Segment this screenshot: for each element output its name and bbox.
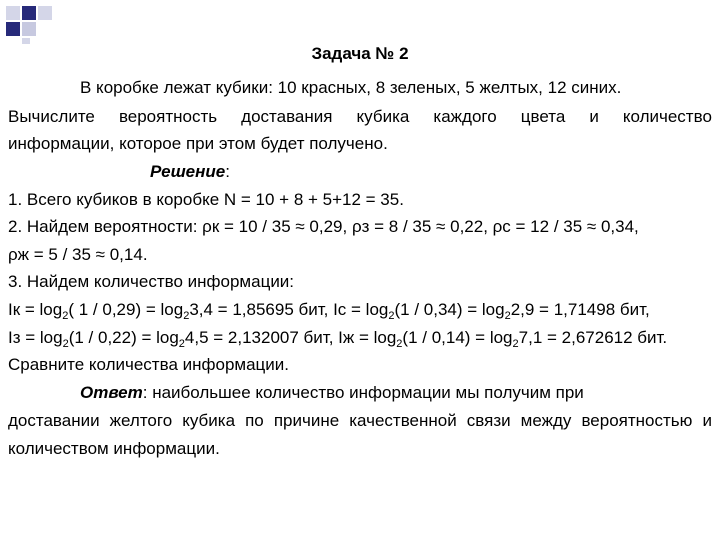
task-condition: В коробке лежат кубики: 10 красных, 8 зеленых, 5 желтых, 12 синих. <box>80 78 622 97</box>
formula-text: 3,4 = 1,85695 бит, Iс = log <box>189 300 389 319</box>
log-base: 2 <box>396 338 403 350</box>
formula-text: (1 / 0,22) = log <box>68 328 179 347</box>
deco-square <box>22 22 36 36</box>
step-1: 1. Всего кубиков в коробке N = 10 + 8 + 5+12 = 35. <box>8 190 404 209</box>
formula-text: 4,5 = 2,132007 бит, Iж = log <box>184 328 397 347</box>
deco-square <box>38 6 52 20</box>
word: доставания <box>241 107 333 126</box>
log-base: 2 <box>62 310 69 322</box>
word: и <box>589 107 599 126</box>
log-base: 2 <box>183 310 190 322</box>
word: желтого <box>109 411 173 430</box>
corner-decoration <box>0 0 60 44</box>
word: кубика <box>356 107 410 126</box>
log-base: 2 <box>512 338 519 350</box>
word: связи <box>466 411 511 430</box>
formula-text: ( 1 / 0,29) = log <box>68 300 184 319</box>
task-title: Задача № 2 <box>311 44 409 63</box>
word: цвета <box>520 107 566 126</box>
answer-label: Ответ <box>80 383 143 402</box>
formula-text: (1 / 0,14) = log <box>402 328 513 347</box>
answer-line3: количеством информации. <box>8 439 220 458</box>
compare-instruction: Сравните количества информации. <box>8 355 289 374</box>
step-3: 3. Найдем количество информации: <box>8 272 295 291</box>
solution-label: Решение <box>150 162 226 181</box>
solution-colon: : <box>225 162 230 181</box>
word: Вычислите <box>8 107 95 126</box>
task-question-line2: информации, которое при этом будет получено. <box>8 134 388 153</box>
word: между <box>520 411 572 430</box>
answer-text: : наибольшее количество информации мы получим при <box>142 383 584 402</box>
word: кубика <box>182 411 236 430</box>
task-question-line1 <box>8 107 712 127</box>
formula-text: Iк = log <box>8 300 63 319</box>
formula-text: 7,1 = 2,672612 бит. <box>518 328 668 347</box>
word: количество <box>622 107 712 126</box>
log-base: 2 <box>62 338 69 350</box>
solution-heading <box>8 162 712 182</box>
step-2-line2: ρж = 5 / 35 ≈ 0,14. <box>8 245 148 264</box>
answer-line1 <box>8 383 712 403</box>
word: каждого <box>433 107 497 126</box>
deco-square <box>6 6 20 20</box>
answer-line2 <box>8 411 712 431</box>
formula-text: (1 / 0,34) = log <box>394 300 505 319</box>
word: качественной <box>349 411 457 430</box>
deco-square <box>6 22 20 36</box>
deco-square <box>22 6 36 20</box>
log-base: 2 <box>388 310 395 322</box>
formula-line2 <box>8 328 712 348</box>
formula-text: Iз = log <box>8 328 63 347</box>
log-base: 2 <box>178 338 185 350</box>
word: причине <box>273 411 340 430</box>
word: по <box>245 411 264 430</box>
log-base: 2 <box>504 310 511 322</box>
formula-line1 <box>8 300 712 320</box>
word: вероятностью <box>581 411 693 430</box>
step-2-line1: 2. Найдем вероятности: ρк = 10 / 35 ≈ 0,29, ρз = 8 / 35 ≈ 0,22, ρс = 12 / 35 ≈ 0,34, <box>8 217 639 236</box>
word: и <box>702 411 712 430</box>
word: доставании <box>8 411 100 430</box>
word: вероятность <box>118 107 218 126</box>
formula-text: 2,9 = 1,71498 бит, <box>510 300 650 319</box>
